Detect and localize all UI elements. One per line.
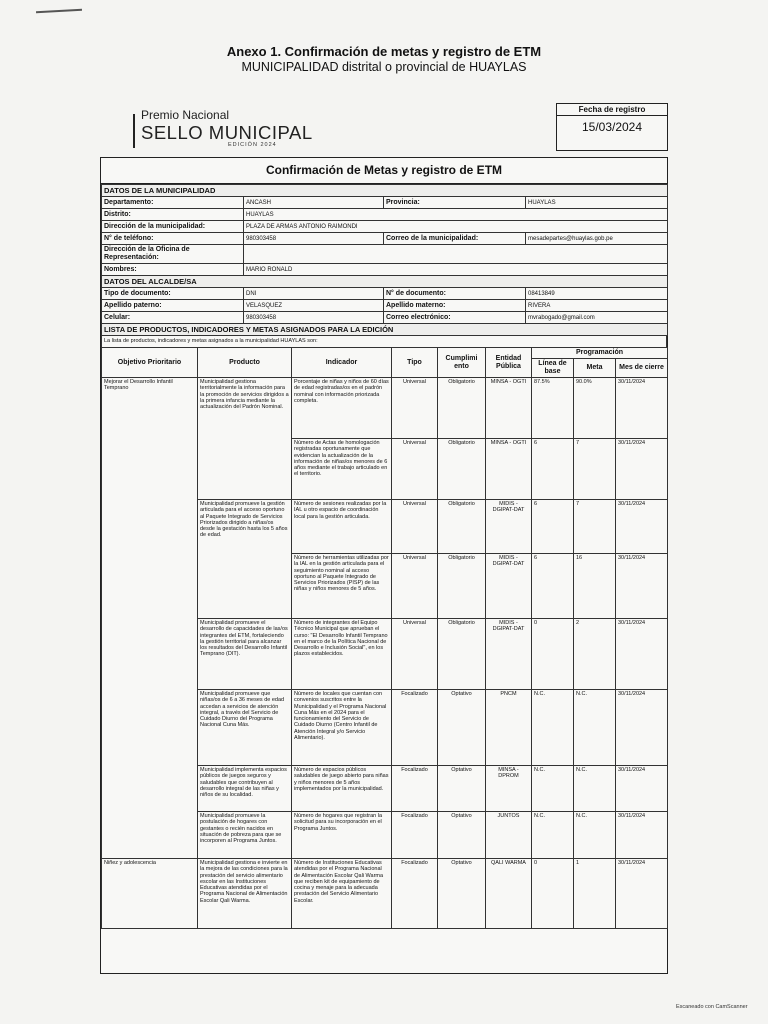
linea-cell: 6 (532, 500, 574, 554)
entidad-cell: QALI WARMA (486, 859, 532, 929)
label: Correo electrónico: (384, 312, 526, 324)
label: N° de documento: (384, 288, 526, 300)
value: mvrabogado@gmail.com (526, 312, 668, 324)
meta-cell: N.C. (574, 812, 616, 859)
meta-cell: N.C. (574, 766, 616, 812)
col-cumplimiento: Cumplimi ento (438, 348, 486, 378)
cumplimiento-cell: Optativo (438, 812, 486, 859)
info-table (101, 184, 668, 336)
col-programacion: Programación (532, 348, 668, 359)
label: Apellido materno: (384, 300, 526, 312)
label: Departamento: (102, 197, 244, 209)
value: VELASQUEZ (244, 300, 384, 312)
mes-cell: 30/11/2024 (616, 766, 668, 812)
col-meta: Meta (574, 359, 616, 378)
section-productos: LISTA DE PRODUCTOS, INDICADORES Y METAS ASIGNADOS PARA LA EDICIÓN (102, 324, 668, 336)
label: Apellido paterno: (102, 300, 244, 312)
linea-cell: N.C. (532, 690, 574, 766)
linea-cell: 0 (532, 619, 574, 690)
label: Tipo de documento: (102, 288, 244, 300)
mes-cell: 30/11/2024 (616, 859, 668, 929)
logo-bar (133, 114, 135, 148)
indicador-cell: Número de Actas de homologación registradas oportunamente que evidencian la actualización de la información de niñas/os menores de 6 años mediante el trabajo articulado en el territorio. (292, 439, 392, 500)
label: Distrito: (102, 209, 244, 221)
meta-cell: N.C. (574, 690, 616, 766)
cumplimiento-cell: Obligatorio (438, 378, 486, 439)
tipo-cell: Focalizado (392, 690, 438, 766)
producto-cell: Municipalidad promueve la gestión articulada para el acceso oportuno al Paquete Integrado de Servicios Priorizados dirigido a niñas/os desde la gestación hasta los 5 años de edad. (198, 500, 292, 619)
tipo-cell: Focalizado (392, 812, 438, 859)
mes-cell: 30/11/2024 (616, 500, 668, 554)
linea-cell: 6 (532, 439, 574, 500)
mes-cell: 30/11/2024 (616, 554, 668, 619)
section-municipalidad: DATOS DE LA MUNICIPALIDAD (102, 185, 668, 197)
tipo-cell: Focalizado (392, 766, 438, 812)
entidad-cell: MIDIS - DGIPAT-DAT (486, 554, 532, 619)
linea-cell: N.C. (532, 766, 574, 812)
indicador-cell: Número de locales que cuentan con convenios suscritos entre la Municipalidad y el Programa Nacional Cuna Más en el 2024 para el funcionamiento del Servicio de Cuidado Diurno (Centro Infantil de Atención Integral y/o Servicio Alimentario). (292, 690, 392, 766)
entidad-cell: MINSA - OGTI (486, 378, 532, 439)
section-alcalde: DATOS DEL ALCALDE/SA (102, 276, 668, 288)
linea-cell: 87.5% (532, 378, 574, 439)
value: 980303458 (244, 312, 384, 324)
sello-municipal-logo (133, 108, 323, 152)
cumplimiento-cell: Optativo (438, 859, 486, 929)
municipality-subtitle: MUNICIPALIDAD distrital o provincial de HUAYLAS (241, 60, 527, 74)
fecha-label: Fecha de registro (557, 104, 667, 116)
col-mes-cierre: Mes de cierre (616, 359, 668, 378)
tipo-cell: Universal (392, 619, 438, 690)
mes-cell: 30/11/2024 (616, 439, 668, 500)
meta-cell: 1 (574, 859, 616, 929)
col-linea-base: Línea de base (532, 359, 574, 378)
form-title: Confirmación de Metas y registro de ETM (101, 158, 667, 184)
col-tipo: Tipo (392, 348, 438, 378)
meta-cell: 7 (574, 439, 616, 500)
label: Celular: (102, 312, 244, 324)
productos-note: La lista de productos, indicadores y metas asignados a la municipalidad HUAYLAS son: (101, 336, 667, 347)
cumplimiento-cell: Obligatorio (438, 500, 486, 554)
meta-cell: 90.0% (574, 378, 616, 439)
cumplimiento-cell: Optativo (438, 766, 486, 812)
tipo-cell: Universal (392, 378, 438, 439)
entidad-cell: MIDIS - DGIPAT-DAT (486, 500, 532, 554)
objetivo-cell: Mejorar el Desarrollo Infantil Temprano (102, 378, 198, 859)
indicador-cell: Número de hogares que registran la solicitud para su incorporación en el Programa Juntos. (292, 812, 392, 859)
linea-cell: N.C. (532, 812, 574, 859)
indicador-cell: Número de espacios públicos saludables de juego abierto para niñas y niños menores de 5 años implementados por la municipalidad. (292, 766, 392, 812)
value: RIVERA (526, 300, 668, 312)
objetivo-cell: Niñez y adolescencia (102, 859, 198, 929)
value (244, 245, 668, 264)
producto-cell: Municipalidad gestiona e invierte en la mejora de las condiciones para la prestación del servicio alimentario escolar en las Instituciones Educativas atendidas por el Programa Nacional de Alimentación Escolar Qali Warma. (198, 859, 292, 929)
value: 980303458 (244, 233, 384, 245)
linea-cell: 6 (532, 554, 574, 619)
value: MARIO RONALD (244, 264, 668, 276)
meta-cell: 2 (574, 619, 616, 690)
tipo-cell: Universal (392, 554, 438, 619)
meta-cell: 7 (574, 500, 616, 554)
label: Provincia: (384, 197, 526, 209)
cumplimiento-cell: Obligatorio (438, 619, 486, 690)
tipo-cell: Universal (392, 439, 438, 500)
confirmation-form (100, 157, 668, 974)
value: HUAYLAS (244, 209, 668, 221)
fecha-value: 15/03/2024 (581, 120, 643, 134)
linea-cell: 0 (532, 859, 574, 929)
indicador-cell: Número de herramientas utilizadas por la IAL en la gestión articulada para el seguimiento nominal al acceso oportuno al Paquete Integrado de Servicios Priorizados (PISP) de las niñas y niños menores de 5 años. (292, 554, 392, 619)
indicador-cell: Número de integrantes del Equipo Técnico Municipal que aprueban el curso: "El Desarrollo Infantil Temprano en el marco de la Política Nacional de Desarrollo e Inclusión Social", en los plazos establecidos. (292, 619, 392, 690)
mes-cell: 30/11/2024 (616, 690, 668, 766)
col-producto: Producto (198, 348, 292, 378)
fecha-registro-box (556, 103, 668, 151)
entidad-cell: JUNTOS (486, 812, 532, 859)
col-indicador: Indicador (292, 348, 392, 378)
producto-cell: Municipalidad promueve el desarrollo de capacidades de las/os integrantes del ETM, fortaleciendo la gestión territorial para alcanzar los resultados del Desarrollo Infantil Temprano (DIT). (198, 619, 292, 690)
cumplimiento-cell: Optativo (438, 690, 486, 766)
entidad-cell: MINSA - OGTI (486, 439, 532, 500)
value: PLAZA DE ARMAS ANTONIO RAIMONDI (244, 221, 668, 233)
producto-cell: Municipalidad promueve que niñas/os de 6 a 36 meses de edad accedan a servicios de atención integral, a través del Servicio de Cuidado Diurno del Programa Nacional Cuna Más. (198, 690, 292, 766)
producto-cell: Municipalidad gestiona territorialmente la información para la promoción de servicios dirigidos a la primera infancia mediante la actualización del Padrón Nominal. (198, 378, 292, 500)
mes-cell: 30/11/2024 (616, 619, 668, 690)
label: Dirección de la Oficina de Representación: (102, 245, 244, 264)
label: Nombres: (102, 264, 244, 276)
entidad-cell: MIDIS - DGIPAT-DAT (486, 619, 532, 690)
logo-line3: EDICIÓN 2024 (228, 142, 277, 148)
value: DNI (244, 288, 384, 300)
cumplimiento-cell: Obligatorio (438, 439, 486, 500)
mes-cell: 30/11/2024 (616, 812, 668, 859)
meta-cell: 16 (574, 554, 616, 619)
label: Dirección de la municipalidad: (102, 221, 244, 233)
scanner-footer: Escaneado con CamScanner (676, 1004, 748, 1010)
tipo-cell: Focalizado (392, 859, 438, 929)
col-objetivo: Objetivo Prioritario (102, 348, 198, 378)
scan-mark (36, 9, 82, 13)
entidad-cell: MINSA - DPROM (486, 766, 532, 812)
col-entidad: Entidad Pública (486, 348, 532, 378)
entidad-cell: PNCM (486, 690, 532, 766)
mes-cell: 30/11/2024 (616, 378, 668, 439)
producto-cell: Municipalidad implementa espacios públicos de juegos seguros y saludables que contribuyen al desarrollo integral de las niñas y niños de su localidad. (198, 766, 292, 812)
indicador-cell: Porcentaje de niñas y niños de 60 días de edad registradas/os en el padrón nominal con información priorizada completa. (292, 378, 392, 439)
value: ANCASH (244, 197, 384, 209)
logo-line2: SELLO MUNICIPAL (141, 122, 313, 143)
label: Correo de la municipalidad: (384, 233, 526, 245)
value: HUAYLAS (526, 197, 668, 209)
tipo-cell: Universal (392, 500, 438, 554)
metas-table (101, 347, 668, 929)
cumplimiento-cell: Obligatorio (438, 554, 486, 619)
label: N° de teléfono: (102, 233, 244, 245)
indicador-cell: Número de Instituciones Educativas atendidas por el Programa Nacional de Alimentación Escolar Qali Warma que reciben kit de equipamiento de cocina y menaje para la adecuada prestación del Servicio Alimentario Escolar. (292, 859, 392, 929)
indicador-cell: Número de sesiones realizadas por la IAL u otro espacio de coordinación local para la gestión articulada. (292, 500, 392, 554)
value: 08413849 (526, 288, 668, 300)
annex-title: Anexo 1. Confirmación de metas y registro de ETM (226, 44, 542, 59)
logo-line1: Premio Nacional (141, 108, 230, 122)
producto-cell: Municipalidad promueve la postulación de hogares con gestantes o recién nacidos en situación de pobreza para que se incorporen al Programa Juntos. (198, 812, 292, 859)
value: mesadepartes@huaylas.gob.pe (526, 233, 668, 245)
